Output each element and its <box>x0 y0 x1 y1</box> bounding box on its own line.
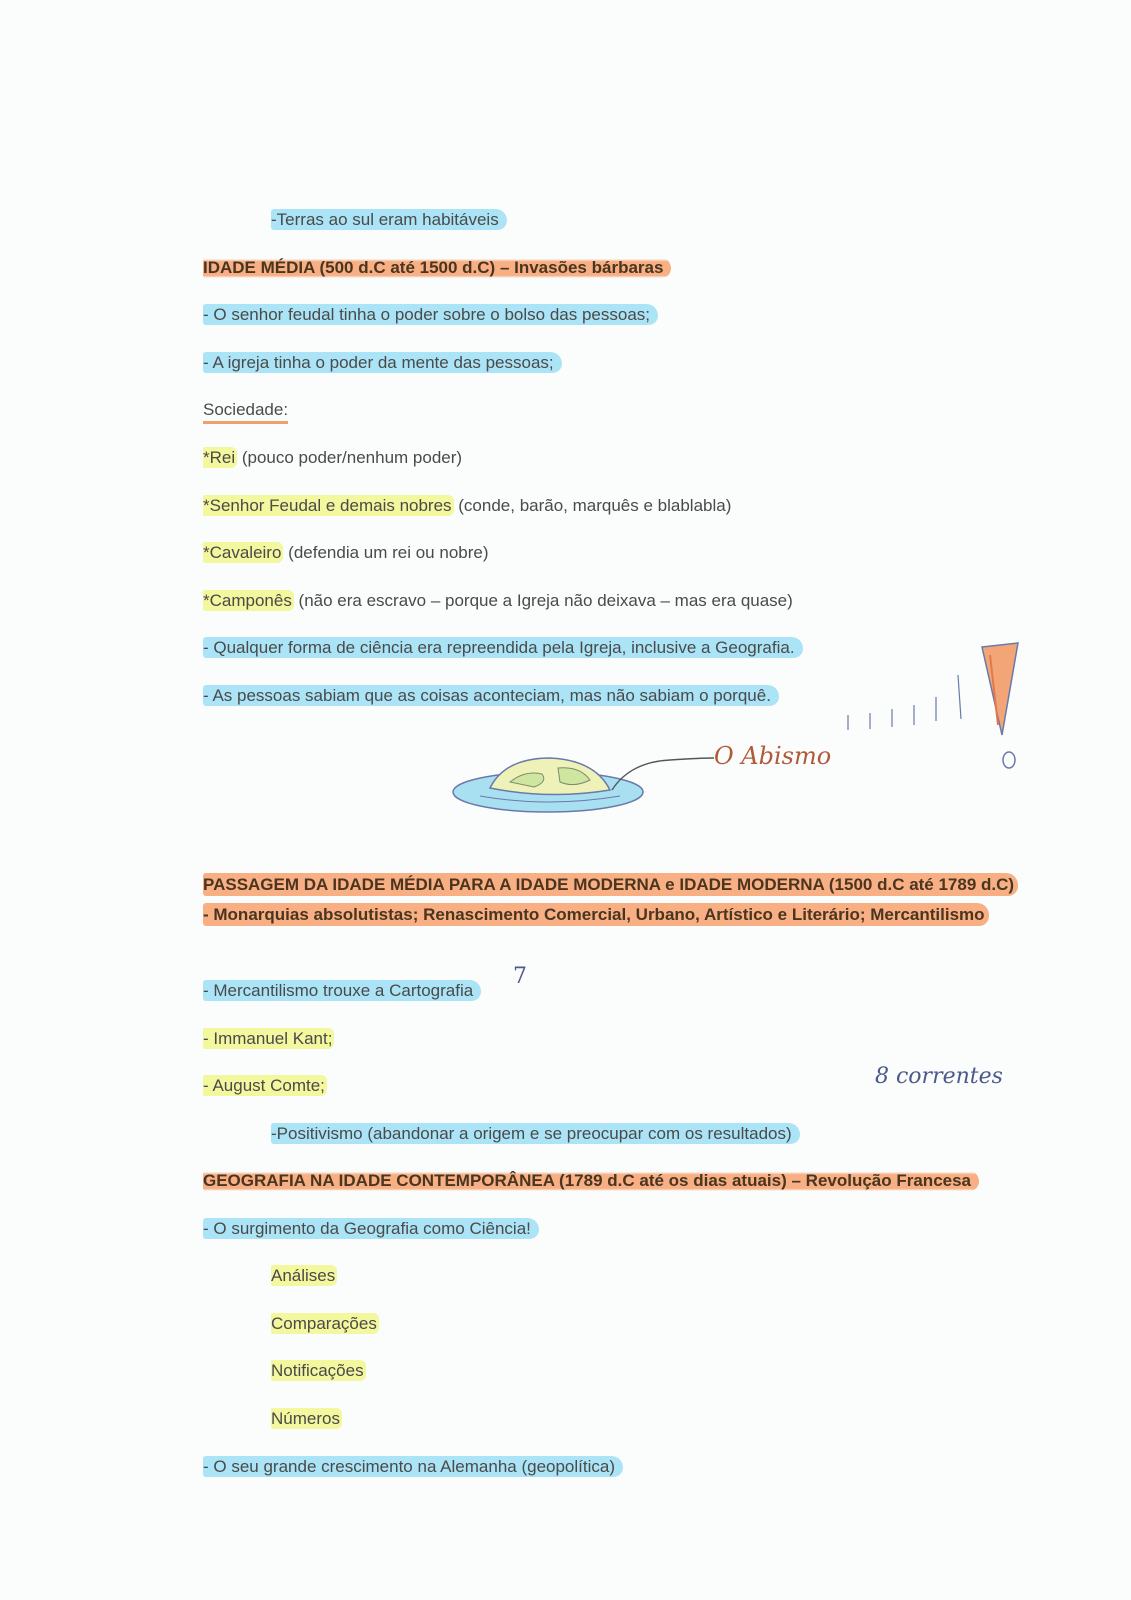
exclamation-mark-icon <box>840 635 1040 785</box>
surgimento-text: - O surgimento da Geografia como Ciência! <box>203 1218 539 1239</box>
alemanha-text: - O seu grande crescimento na Alemanha (geopolítica) <box>203 1456 623 1477</box>
campones-desc: (não era escravo – porque a Igreja não deixava – mas era quase) <box>293 591 793 610</box>
cavaleiro-label: *Cavaleiro <box>203 543 282 562</box>
text-pessoas <box>203 684 779 708</box>
sociedade-label: Sociedade: <box>203 400 288 424</box>
passagem-heading: PASSAGEM DA IDADE MÉDIA PARA A IDADE MODERNA e IDADE MODERNA (1500 d.C até 1789 d.C) - Monarquias absolutistas; Renascimento Comercial, Urbano, Artístico e Literário; Mercantilismo <box>203 873 1018 926</box>
text-igreja-poder <box>203 351 562 375</box>
item-notificacoes <box>271 1359 366 1383</box>
text-surgimento <box>203 1217 539 1241</box>
seven-handwriting: 7 <box>513 964 527 989</box>
igreja-poder-text: - A igreja tinha o poder da mente das pessoas; <box>203 352 562 373</box>
item-numeros <box>271 1407 342 1431</box>
text-senhor-feudal-poder <box>203 303 658 327</box>
text-sociedade <box>203 398 288 422</box>
abismo-handwriting: O Abismo <box>714 742 832 770</box>
comte-text: - August Comte; <box>203 1076 325 1095</box>
idade-media-heading: IDADE MÉDIA (500 d.C até 1500 d.C) – Invasões bárbaras <box>203 257 671 278</box>
item-rei <box>203 446 462 470</box>
cavaleiro-desc: (defendia um rei ou nobre) <box>283 543 489 562</box>
text-positivismo <box>271 1122 800 1146</box>
kant-text: - Immanuel Kant; <box>203 1029 333 1048</box>
text-ciencia <box>203 636 803 660</box>
contemporanea-heading: GEOGRAFIA NA IDADE CONTEMPORÂNEA (1789 d.C até os dias atuais) – Revolução Francesa <box>203 1170 979 1191</box>
text-comte <box>203 1074 327 1098</box>
senhor-desc: (conde, barão, marquês e blablabla) <box>453 496 732 515</box>
mercantilismo-text: - Mercantilismo trouxe a Cartografia <box>203 980 481 1001</box>
numeros-text: Números <box>271 1409 340 1428</box>
senhor-label: *Senhor Feudal e demais nobres <box>203 496 452 515</box>
correntes-handwriting: 8 correntes <box>875 1064 1003 1089</box>
positivismo-text: -Positivismo (abandonar a origem e se preocupar com os resultados) <box>271 1123 800 1144</box>
heading-passagem <box>203 870 1023 930</box>
item-senhor-feudal <box>203 494 731 518</box>
terras-text: -Terras ao sul eram habitáveis <box>271 209 507 230</box>
comparacoes-text: Comparações <box>271 1314 377 1333</box>
analises-text: Análises <box>271 1266 336 1285</box>
senhor-feudal-poder-text: - O senhor feudal tinha o poder sobre o bolso das pessoas; <box>203 304 658 325</box>
pessoas-text: - As pessoas sabiam que as coisas aconteciam, mas não sabiam o porquê. <box>203 685 779 706</box>
heading-contemporanea <box>203 1169 979 1193</box>
ciencia-text: - Qualquer forma de ciência era repreendida pela Igreja, inclusive a Geografia. <box>203 637 803 658</box>
item-campones <box>203 589 793 613</box>
heading-idade-media <box>203 256 671 280</box>
text-kant <box>203 1027 334 1051</box>
notificacoes-text: Notificações <box>271 1361 364 1380</box>
campones-label: *Camponês <box>203 591 292 610</box>
rei-label: *Rei <box>203 448 236 467</box>
item-analises <box>271 1264 337 1288</box>
text-terras <box>271 208 507 232</box>
item-comparacoes <box>271 1312 379 1336</box>
pointer-line <box>610 750 720 800</box>
text-mercantilismo <box>203 979 481 1003</box>
item-cavaleiro <box>203 541 489 565</box>
text-alemanha <box>203 1455 623 1479</box>
rei-desc: (pouco poder/nenhum poder) <box>237 448 463 467</box>
